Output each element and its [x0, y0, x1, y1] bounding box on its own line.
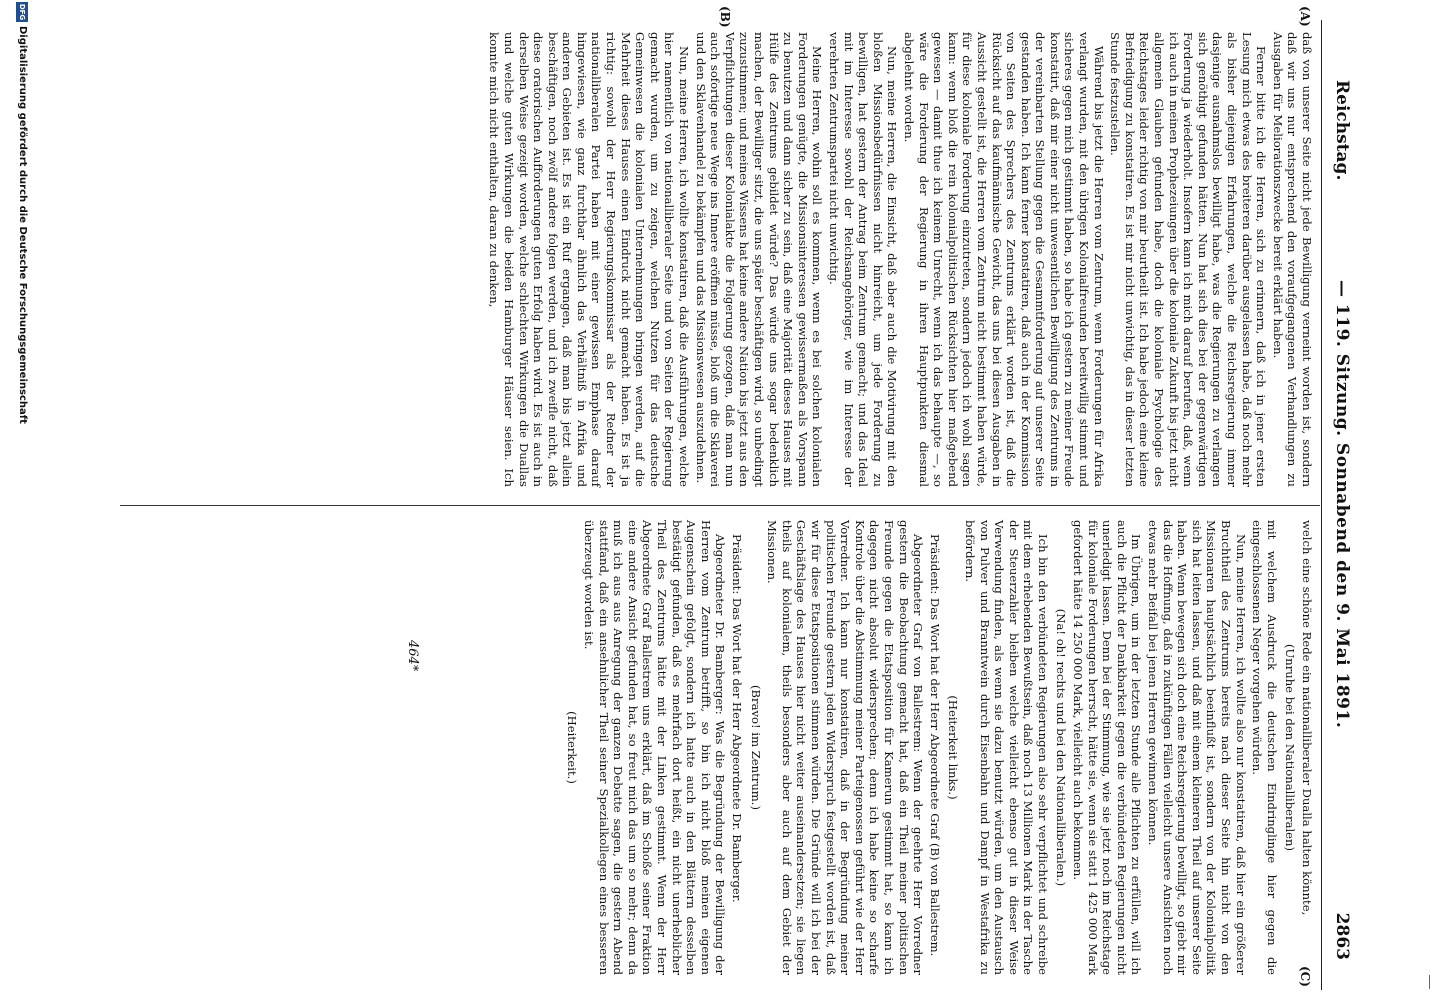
paragraph: Meine Herren, wohin soll es kommen, wenn es bei solchen kolonialen Forderungen genügte, die Missionsinteressen gewissermaßen als Vorspann zu benutzen und dann sicher zu sein, daß eine Majorität dieses Hauses mit Hülfe des Zentrums gebildet würde? Das würde uns sogar bedenklich machen, der Bewilliger sitzt, die uns später beschäftigen wird, so unbedingt zuzustimmen; und meines Wissens hat keine andere Nation bis jetzt aus den Verpflichtungen dieser Kolonialakte die Folgerung gezogen, daß man nun auch sofortige neue Wege ins Innere eröffnen müsse, bloß um die Sklaverei und den Sklavenhandel zu bekämpfen und das Missionswesen auszudehnen.: [693, 32, 825, 487]
margin-mark-a: (A): [1298, 6, 1312, 27]
paragraph: Im Übrigen, um in der letzten Stunde alle Pflichten zu erfüllen, will ich auch die Pflicht der Dankbarkeit gegen die verbündeten Regierungen nicht unerledigt lassen. Denn bei der Stimmung, wie sie jetzt noch im Reichstage für koloniale Forderungen herrscht, hätte sie, wenn sie statt 1 425 000 Mark gefordert hätte 14 250 000 Mark, vielleicht auch bekommen.: [1071, 520, 1144, 975]
page-header: [1316, 20, 1356, 980]
page-number: 2863: [1332, 912, 1352, 960]
right-column: [561, 520, 1314, 975]
paragraph: Nun, meine Herren, die Einsicht, daß aber auch die Motivirung mit den bloßen Missionsbedürfnissen nicht hinreicht, um jede Forderung zu bewilligen, hat gestern der Antrag beim Zentrum gemacht; und das Ideal mit im Interesse sowohl der Reichsangehöriger, wie im Interesse der verehrten Zentrumspartei nicht unwichtig.: [827, 32, 900, 487]
paragraph: Nun, meine Herren, ich wollte konstatiren, daß die Ausführungen, welche hier namentlich von nationalliberaler Seite und von Seiten der Regierung gemacht wurden, um zu zeigen, welchen Nutzen für das deutsche Gemeinwesen die kolonialen Unternehmungen bringen werden, auf die Mehrheit dieses Hauses einen Eindruck nicht gemacht haben. Es ist ja richtig: sowohl der Herr Regierungskommissar als der Redner der nationalliberalen Partei haben mit einer gewissen Emphase darauf hingewiesen, wie ganz furchtbar ähnlich das Verhältniß in Afrika und anderen Gebieten ist. Es ist ein Ruf ergangen, daß man bis jetzt allein beschäftigen, noch zwölf andere folgen werden, und ich zweifle nicht, daß diese oratorischen Aufforderungen guten Erfolg haben wird. Es ist auch in derselben Weise gezeigt worden, welche schlechten Wirkungen die Duallas und welche guten Wirkungen die beiden Hamburger Häuser seien. Ich konnte mich nicht enthalten, daran zu denken,: [487, 32, 692, 487]
paragraph: Ich bin den verbündeten Regierungen also sehr verpflichtet und schreibe mit dem erhebenden Bewußtsein, daß noch 13 Millionen Mark in der Tasche der Steuerzahler bleiben welche vielleicht ebenso gut in dieser Weise Verwendung finden, als wenn sie dazu benutzt würden, um den Austausch von Pulver und Branntwein durch Eisenbahn und Dampf in Westafrika zu befördern.: [962, 520, 1050, 975]
margin-mark-c: (C): [1298, 966, 1312, 987]
paragraph: welch eine schöne Rede ein nationalliberaler Dualla halten könnte,: [1300, 520, 1314, 916]
margin-mark-b: (B): [718, 6, 732, 28]
column-divider: [120, 505, 1320, 506]
paragraph: Nun, meine Herren, ich wollte also nur konstatiren, daß hier ein größerer Bruchtheil des Zentrums bereits nach dieser Seite hin nicht von den Missionaren hauptsächlich beeinflußt ist, sondern von der Kolonialpolitik sich hat leiten lassen, und daß mit einem kleineren Theil auf unserer Seite haben. Wenn bewegen sich doch eine Reichsregierung bewilligt, so giebt mir das die Hoffnung, daß in zukünftigen Fällen vielleicht unsere Ansichten noch etwas mehr Beifall bei jenen Herren gewinnen können.: [1146, 520, 1248, 975]
paragraph: mit welchem Ausdruck die deutschen Eindringlinge hier gegen die eingeschlossenen Neger vorgehen würden.: [1250, 520, 1279, 975]
interjection: (Bravo! im Zentrum.): [748, 684, 763, 810]
interjection: (Heiterkeit.): [565, 711, 580, 784]
paragraph: Während bis jetzt die Herren vom Zentrum, wenn Forderungen für Afrika verlangt wurden, mit den übrigen Kolonialfreunden bereitwillig stimmt und sicheres gegen mich gestimmt haben, so habe ich gestern zu meiner Freude konstatirt, daß mir einer nicht unwesentlichen Bewilligung des Zentrums in der vereinbarten Stellung gegen die Gesammtforderung auf unserer Seite gestanden haben. Ich kann ferner konstatiren, daß auch in der Kommission von Seiten des Sprechers des Zentrums erklärt worden ist, daß die Rücksicht auf das kaufmännische Gewicht, das uns bei diesen Ausgaben in Aussicht gestellt ist, die Herren vom Zentrum nicht bestimmt haben würde, für diese koloniale Forderung einzutreten, sondern jedoch ich wohl sagen kann: wenn bloß die rein kolonialpolitischen Rücksichten hier maßgebend gewesen — damit thue ich keinem Unrecht, wenn ich das behaupte —, so wäre die Forderung der Regierung in ihren Hauptpunkten diesmal abgelehnt worden.: [901, 32, 1106, 487]
paragraph: daß von unserer Seite nicht jede Bewilligung verneint worden ist, sondern daß wir uns nur entsprechend den voraufgegangenen Verhandlungen zu Ausgaben für Meliorationszwecke bereit erklärt haben.: [1270, 32, 1314, 487]
interjection: (Heiterkeit links.): [946, 695, 961, 800]
footer-credit: Digitalisierung gefördert durch die Deutsche Forschungsgemeinschaft: [17, 26, 28, 424]
speaker-paragraph: Abgeordneter Graf von Ballestrem: Wenn der geehrte Herr Vorredner gestern die Beobachtung gemacht hat, daß ein Theil meiner politischen Freunde gegen die Etatsposition für Kamerun gestimmt hat, so kann ich dagegen nicht absolut widersprechen; denn ich habe keine so scharfe Kontrole über die Abstimmung meiner Parteigenossen geführt wie der Herr Vorredner. Ich kann nur konstatiren, daß in der Begründung meiner politischen Freunde gestern jeden Widerspruch festgestellt worden ist, daß wir für diese Etatspositionen stimmen würden. Die Gründe will ich bei der Geschäftslage des Hauses hier nicht weiter auseinandersetzen; sie liegen theils auf kolonialem, theils besonders aber auch auf dem Gebiet der Missionen.: [765, 520, 926, 975]
dfg-logo-icon: DFG: [18, 3, 26, 21]
header-left: Reichstag.: [1332, 80, 1352, 181]
digitization-footer: [8, 0, 30, 1000]
interjection: (Unruhe bei den Nationalliberalen): [1283, 643, 1298, 852]
pencil-mark: [1429, 975, 1430, 989]
speaker-paragraph: Präsident: Das Wort hat der Herr Abgeordnete Dr. Bamberger.: [730, 534, 745, 903]
header-center: — 119. Sitzung. Sonnabend den 9. Mai 1891.: [1332, 280, 1352, 729]
left-column: [485, 32, 1314, 487]
page-signature: 464*: [405, 640, 420, 672]
interjection: (Na! oh! rechts und bei den Nationalliberalen.): [1054, 608, 1069, 887]
speaker-paragraph: Präsident: Das Wort hat der Herr Abgeordnete Graf (B) von Ballestrem.: [927, 534, 942, 957]
header-rule: [1321, 20, 1322, 990]
paragraph: Ferner bitte ich die Herren, sich zu erinnern, daß ich in jener ersten Lesung mich etwas des breiteren darüber ausgelassen habe, daß noch mehr als bisher diejenigen Erfahrungen, welche die Reichsregierung immer dasjenige ausnahmslos bewilligt habe, was die Regierungen zu verlangen sich genöthigt gefunden hätten. Nun hat sich dies bei der gegenwärtigen Forderung ja wiederholt. Insofern kann ich mich darauf berufen, daß, wenn ich auch in meinen Prophezeiungen über die koloniale Zukunft bis jetzt nicht allgemein Glauben gefunden habe, doch die koloniale Psychologie des Reichstages leider richtig von mir beurtheilt ist. Ich habe jedoch eine kleine Befriedigung zu konstatiren. Es ist mir nicht unwichtig, das in dieser letzten Stunde festzustellen.: [1108, 32, 1269, 487]
speaker-paragraph: Abgeordneter Dr. Bamberger: Was die Begründung der Bewilligung der Herren vom Zentrum betrifft, so bin ich nicht bloß meinen eigenen Augenschein gefolgt, sondern ich hatte auch in den Blättern desselben bestätigt gefunden, daß es mehrfach dort heißt, ein nicht unerheblicher Theil des Zentrums hätte mit der Linken gestimmt. Wenn der Herr Abgeordnete Graf Ballestrem uns erklärt, daß im Schoße seiner Fraktion eine andere Ansicht gefunden hat, so freut mich das um so mehr; denn da muß ich aus aus Anregung der ganzen Debatte sagen, die gestern Abend stattfand, daß ein ansehnlicher Theil seiner Spezialkollegen eines besseren überzeugt worden ist.: [582, 520, 728, 975]
